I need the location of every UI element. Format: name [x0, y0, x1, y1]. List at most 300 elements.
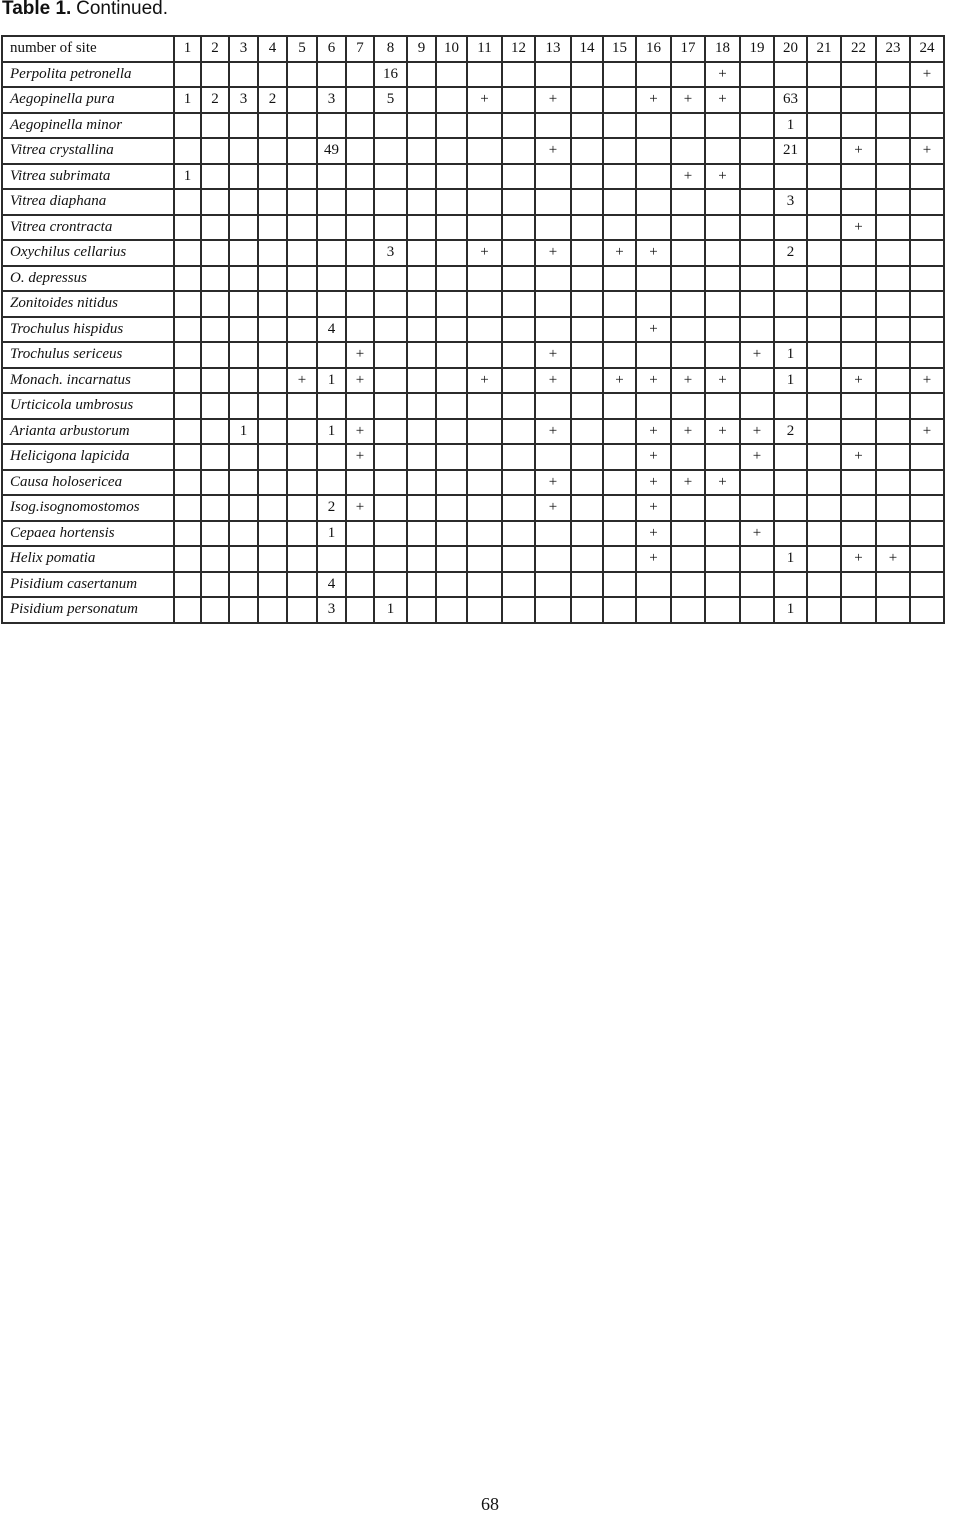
occurrence-cell: 1	[774, 597, 807, 623]
occurrence-cell	[807, 419, 841, 445]
occurrence-cell	[467, 444, 502, 470]
occurrence-cell	[467, 393, 502, 419]
occurrence-cell	[374, 215, 407, 241]
occurrence-cell	[841, 521, 876, 547]
site-number-cell: 7	[346, 36, 374, 62]
site-number-cell: 21	[807, 36, 841, 62]
occurrence-cell	[603, 215, 636, 241]
occurrence-cell: +	[636, 317, 671, 343]
occurrence-cell	[535, 546, 571, 572]
occurrence-cell	[346, 240, 374, 266]
occurrence-cell: 1	[174, 164, 201, 190]
occurrence-cell	[407, 597, 436, 623]
occurrence-cell	[174, 393, 201, 419]
occurrence-cell	[841, 164, 876, 190]
site-number-cell: 5	[287, 36, 317, 62]
table-caption-label: Table 1.	[2, 0, 72, 19]
occurrence-cell	[671, 266, 705, 292]
occurrence-cell: +	[705, 368, 740, 394]
occurrence-cell: +	[841, 138, 876, 164]
occurrence-cell: +	[467, 240, 502, 266]
occurrence-cell	[774, 62, 807, 88]
occurrence-cell	[317, 189, 346, 215]
occurrence-cell	[258, 419, 287, 445]
occurrence-cell	[876, 291, 910, 317]
occurrence-cell	[705, 393, 740, 419]
occurrence-cell	[201, 62, 229, 88]
occurrence-cell	[807, 521, 841, 547]
occurrence-cell	[407, 572, 436, 598]
occurrence-cell	[910, 546, 944, 572]
occurrence-cell	[603, 419, 636, 445]
occurrence-cell	[571, 419, 603, 445]
occurrence-cell: 3	[317, 87, 346, 113]
occurrence-cell	[705, 495, 740, 521]
occurrence-cell	[317, 393, 346, 419]
occurrence-cell: +	[636, 495, 671, 521]
occurrence-cell	[603, 317, 636, 343]
occurrence-cell	[229, 215, 258, 241]
occurrence-cell	[807, 546, 841, 572]
occurrence-cell	[374, 572, 407, 598]
occurrence-cell	[774, 444, 807, 470]
occurrence-cell	[317, 470, 346, 496]
occurrence-cell	[436, 189, 467, 215]
occurrence-cell	[807, 291, 841, 317]
occurrence-cell	[346, 470, 374, 496]
occurrence-cell	[876, 317, 910, 343]
occurrence-cell	[740, 546, 774, 572]
occurrence-cell	[174, 317, 201, 343]
occurrence-cell	[603, 164, 636, 190]
occurrence-cell	[571, 546, 603, 572]
occurrence-cell	[636, 572, 671, 598]
occurrence-cell: 1	[317, 521, 346, 547]
occurrence-cell	[287, 62, 317, 88]
occurrence-cell	[774, 291, 807, 317]
occurrence-cell	[374, 470, 407, 496]
occurrence-cell	[841, 419, 876, 445]
occurrence-cell	[467, 419, 502, 445]
occurrence-cell	[258, 342, 287, 368]
occurrence-cell	[740, 317, 774, 343]
occurrence-cell	[407, 240, 436, 266]
occurrence-cell	[876, 495, 910, 521]
occurrence-cell	[287, 393, 317, 419]
occurrence-cell	[287, 419, 317, 445]
occurrence-cell	[502, 419, 535, 445]
occurrence-cell	[229, 470, 258, 496]
occurrence-cell	[705, 240, 740, 266]
occurrence-cell	[229, 521, 258, 547]
species-name-cell: Oxychilus cellarius	[2, 240, 174, 266]
site-number-cell: 4	[258, 36, 287, 62]
occurrence-cell	[174, 521, 201, 547]
occurrence-cell	[407, 393, 436, 419]
occurrence-cell	[346, 597, 374, 623]
occurrence-cell	[258, 164, 287, 190]
occurrence-cell: +	[535, 342, 571, 368]
occurrence-cell	[571, 342, 603, 368]
occurrence-cell	[258, 597, 287, 623]
occurrence-cell: +	[740, 419, 774, 445]
occurrence-cell	[436, 113, 467, 139]
header-row	[2, 36, 944, 62]
occurrence-cell	[502, 266, 535, 292]
site-number-cell: 22	[841, 36, 876, 62]
occurrence-cell	[201, 291, 229, 317]
occurrence-cell	[876, 368, 910, 394]
occurrence-cell	[910, 342, 944, 368]
occurrence-cell: +	[287, 368, 317, 394]
site-number-cell: 11	[467, 36, 502, 62]
table-row	[2, 291, 944, 317]
occurrence-cell	[467, 546, 502, 572]
occurrence-cell: 21	[774, 138, 807, 164]
occurrence-cell	[467, 317, 502, 343]
occurrence-cell: +	[876, 546, 910, 572]
occurrence-cell: +	[841, 444, 876, 470]
occurrence-cell	[841, 113, 876, 139]
occurrence-cell	[287, 138, 317, 164]
occurrence-cell	[807, 597, 841, 623]
site-number-cell: 23	[876, 36, 910, 62]
occurrence-cell	[705, 215, 740, 241]
occurrence-cell	[774, 215, 807, 241]
occurrence-cell	[502, 444, 535, 470]
occurrence-cell	[374, 444, 407, 470]
occurrence-cell	[705, 342, 740, 368]
occurrence-cell	[807, 138, 841, 164]
occurrence-cell: 4	[317, 317, 346, 343]
occurrence-cell	[346, 546, 374, 572]
occurrence-cell	[705, 521, 740, 547]
site-number-cell: 10	[436, 36, 467, 62]
occurrence-cell: +	[346, 342, 374, 368]
occurrence-cell	[740, 572, 774, 598]
occurrence-cell	[636, 164, 671, 190]
occurrence-cell	[467, 572, 502, 598]
occurrence-cell	[258, 546, 287, 572]
occurrence-cell	[317, 62, 346, 88]
table-row	[2, 138, 944, 164]
site-number-cell: 3	[229, 36, 258, 62]
occurrence-cell: +	[535, 138, 571, 164]
occurrence-cell	[671, 189, 705, 215]
occurrence-cell	[910, 393, 944, 419]
occurrence-cell	[374, 495, 407, 521]
occurrence-cell	[671, 215, 705, 241]
occurrence-cell	[740, 291, 774, 317]
occurrence-cell	[571, 368, 603, 394]
occurrence-cell: 3	[374, 240, 407, 266]
occurrence-cell	[407, 546, 436, 572]
occurrence-cell	[535, 521, 571, 547]
occurrence-cell	[346, 87, 374, 113]
occurrence-cell	[407, 87, 436, 113]
occurrence-cell	[603, 521, 636, 547]
occurrence-cell	[258, 113, 287, 139]
occurrence-cell: +	[910, 368, 944, 394]
occurrence-cell	[374, 521, 407, 547]
occurrence-cell	[407, 189, 436, 215]
occurrence-cell	[705, 266, 740, 292]
occurrence-cell	[229, 113, 258, 139]
occurrence-cell	[317, 546, 346, 572]
occurrence-cell	[603, 189, 636, 215]
occurrence-cell	[535, 317, 571, 343]
occurrence-cell	[436, 419, 467, 445]
occurrence-cell	[436, 521, 467, 547]
occurrence-cell	[502, 368, 535, 394]
species-name-cell: Arianta arbustorum	[2, 419, 174, 445]
occurrence-cell	[740, 138, 774, 164]
occurrence-cell	[571, 138, 603, 164]
occurrence-cell	[229, 546, 258, 572]
occurrence-cell	[841, 597, 876, 623]
occurrence-cell	[876, 189, 910, 215]
occurrence-cell	[287, 189, 317, 215]
species-name-cell: Aegopinella minor	[2, 113, 174, 139]
occurrence-cell	[841, 266, 876, 292]
occurrence-cell: +	[535, 368, 571, 394]
occurrence-cell	[774, 470, 807, 496]
occurrence-cell	[705, 291, 740, 317]
occurrence-cell	[407, 113, 436, 139]
occurrence-cell	[774, 164, 807, 190]
occurrence-cell	[774, 317, 807, 343]
occurrence-cell	[740, 597, 774, 623]
species-table-body	[2, 36, 944, 623]
occurrence-cell: 1	[374, 597, 407, 623]
occurrence-cell	[910, 87, 944, 113]
occurrence-cell	[258, 138, 287, 164]
occurrence-cell	[876, 164, 910, 190]
occurrence-cell	[258, 291, 287, 317]
occurrence-cell	[287, 291, 317, 317]
table-row	[2, 342, 944, 368]
occurrence-cell	[571, 317, 603, 343]
occurrence-cell	[201, 470, 229, 496]
occurrence-cell	[201, 521, 229, 547]
occurrence-cell	[436, 546, 467, 572]
occurrence-cell	[841, 240, 876, 266]
table-row	[2, 266, 944, 292]
occurrence-cell	[841, 393, 876, 419]
occurrence-cell: +	[636, 521, 671, 547]
occurrence-cell	[374, 113, 407, 139]
occurrence-cell	[876, 342, 910, 368]
occurrence-cell	[229, 444, 258, 470]
occurrence-cell: +	[705, 164, 740, 190]
species-name-cell: Vitrea diaphana	[2, 189, 174, 215]
occurrence-cell	[910, 572, 944, 598]
table-row	[2, 317, 944, 343]
occurrence-cell	[571, 113, 603, 139]
occurrence-cell	[201, 419, 229, 445]
occurrence-cell	[502, 342, 535, 368]
occurrence-cell	[876, 393, 910, 419]
occurrence-cell: +	[346, 368, 374, 394]
occurrence-cell	[910, 164, 944, 190]
occurrence-cell	[287, 444, 317, 470]
occurrence-cell	[671, 597, 705, 623]
occurrence-cell	[910, 215, 944, 241]
occurrence-cell	[740, 470, 774, 496]
occurrence-cell	[671, 62, 705, 88]
occurrence-cell	[407, 215, 436, 241]
occurrence-cell	[603, 62, 636, 88]
occurrence-cell	[287, 521, 317, 547]
occurrence-cell	[774, 521, 807, 547]
occurrence-cell	[910, 597, 944, 623]
occurrence-cell: +	[705, 62, 740, 88]
occurrence-cell	[229, 342, 258, 368]
occurrence-cell	[201, 138, 229, 164]
occurrence-cell	[571, 572, 603, 598]
occurrence-cell	[436, 62, 467, 88]
site-number-cell: 8	[374, 36, 407, 62]
occurrence-cell	[841, 317, 876, 343]
occurrence-cell	[841, 572, 876, 598]
occurrence-cell: +	[535, 87, 571, 113]
occurrence-cell	[467, 215, 502, 241]
occurrence-cell	[571, 189, 603, 215]
occurrence-cell	[636, 291, 671, 317]
site-number-cell: 6	[317, 36, 346, 62]
occurrence-cell	[436, 266, 467, 292]
occurrence-cell	[571, 470, 603, 496]
occurrence-cell	[467, 342, 502, 368]
occurrence-cell: 1	[774, 113, 807, 139]
occurrence-cell: +	[910, 419, 944, 445]
occurrence-cell	[174, 495, 201, 521]
occurrence-cell	[807, 393, 841, 419]
occurrence-cell	[201, 189, 229, 215]
occurrence-cell	[258, 393, 287, 419]
occurrence-cell	[317, 215, 346, 241]
occurrence-cell	[705, 113, 740, 139]
occurrence-cell	[436, 291, 467, 317]
site-number-cell: 15	[603, 36, 636, 62]
occurrence-cell	[636, 215, 671, 241]
occurrence-cell	[910, 240, 944, 266]
species-name-cell: Isog.isognomostomos	[2, 495, 174, 521]
occurrence-cell	[287, 342, 317, 368]
occurrence-cell	[535, 444, 571, 470]
occurrence-cell	[201, 113, 229, 139]
occurrence-cell	[807, 87, 841, 113]
occurrence-cell	[807, 266, 841, 292]
occurrence-cell	[502, 240, 535, 266]
occurrence-cell	[807, 495, 841, 521]
occurrence-cell	[374, 266, 407, 292]
occurrence-cell: +	[603, 368, 636, 394]
occurrence-cell	[229, 597, 258, 623]
occurrence-cell	[740, 62, 774, 88]
occurrence-cell	[705, 597, 740, 623]
occurrence-cell	[317, 164, 346, 190]
occurrence-cell: +	[740, 342, 774, 368]
occurrence-cell: 2	[774, 240, 807, 266]
occurrence-cell	[346, 113, 374, 139]
occurrence-cell	[910, 113, 944, 139]
occurrence-cell: +	[636, 368, 671, 394]
site-number-cell: 20	[774, 36, 807, 62]
occurrence-cell	[201, 444, 229, 470]
occurrence-cell	[535, 62, 571, 88]
occurrence-cell	[174, 266, 201, 292]
occurrence-cell	[910, 317, 944, 343]
occurrence-cell	[876, 266, 910, 292]
occurrence-cell	[467, 62, 502, 88]
species-name-cell: O. depressus	[2, 266, 174, 292]
occurrence-cell	[571, 444, 603, 470]
occurrence-cell	[317, 342, 346, 368]
occurrence-cell	[603, 87, 636, 113]
occurrence-cell	[436, 597, 467, 623]
occurrence-cell	[910, 291, 944, 317]
occurrence-cell	[346, 266, 374, 292]
occurrence-cell	[876, 470, 910, 496]
occurrence-cell: +	[636, 240, 671, 266]
occurrence-cell	[287, 572, 317, 598]
occurrence-cell	[671, 291, 705, 317]
occurrence-cell	[346, 317, 374, 343]
occurrence-cell	[436, 393, 467, 419]
occurrence-cell	[201, 266, 229, 292]
occurrence-cell	[535, 266, 571, 292]
occurrence-cell	[317, 266, 346, 292]
table-row	[2, 521, 944, 547]
occurrence-cell	[502, 495, 535, 521]
site-number-cell: 19	[740, 36, 774, 62]
occurrence-cell: +	[910, 138, 944, 164]
occurrence-cell	[436, 368, 467, 394]
occurrence-cell	[876, 572, 910, 598]
occurrence-cell	[502, 572, 535, 598]
table-row	[2, 495, 944, 521]
occurrence-cell	[201, 368, 229, 394]
occurrence-cell	[201, 215, 229, 241]
occurrence-cell: 2	[201, 87, 229, 113]
occurrence-cell	[740, 189, 774, 215]
occurrence-cell	[535, 189, 571, 215]
occurrence-cell	[535, 393, 571, 419]
site-number-cell: 14	[571, 36, 603, 62]
species-table	[1, 35, 945, 624]
table-row	[2, 546, 944, 572]
occurrence-cell: +	[671, 368, 705, 394]
occurrence-cell	[636, 138, 671, 164]
occurrence-cell	[910, 189, 944, 215]
occurrence-cell	[174, 215, 201, 241]
occurrence-cell	[603, 266, 636, 292]
occurrence-cell	[374, 291, 407, 317]
occurrence-cell	[502, 87, 535, 113]
occurrence-cell	[571, 240, 603, 266]
occurrence-cell	[374, 164, 407, 190]
occurrence-cell: 2	[258, 87, 287, 113]
occurrence-cell: +	[705, 419, 740, 445]
occurrence-cell	[201, 317, 229, 343]
occurrence-cell	[740, 393, 774, 419]
occurrence-cell	[571, 597, 603, 623]
occurrence-cell	[740, 495, 774, 521]
occurrence-cell	[636, 62, 671, 88]
occurrence-cell	[317, 113, 346, 139]
occurrence-cell	[535, 113, 571, 139]
